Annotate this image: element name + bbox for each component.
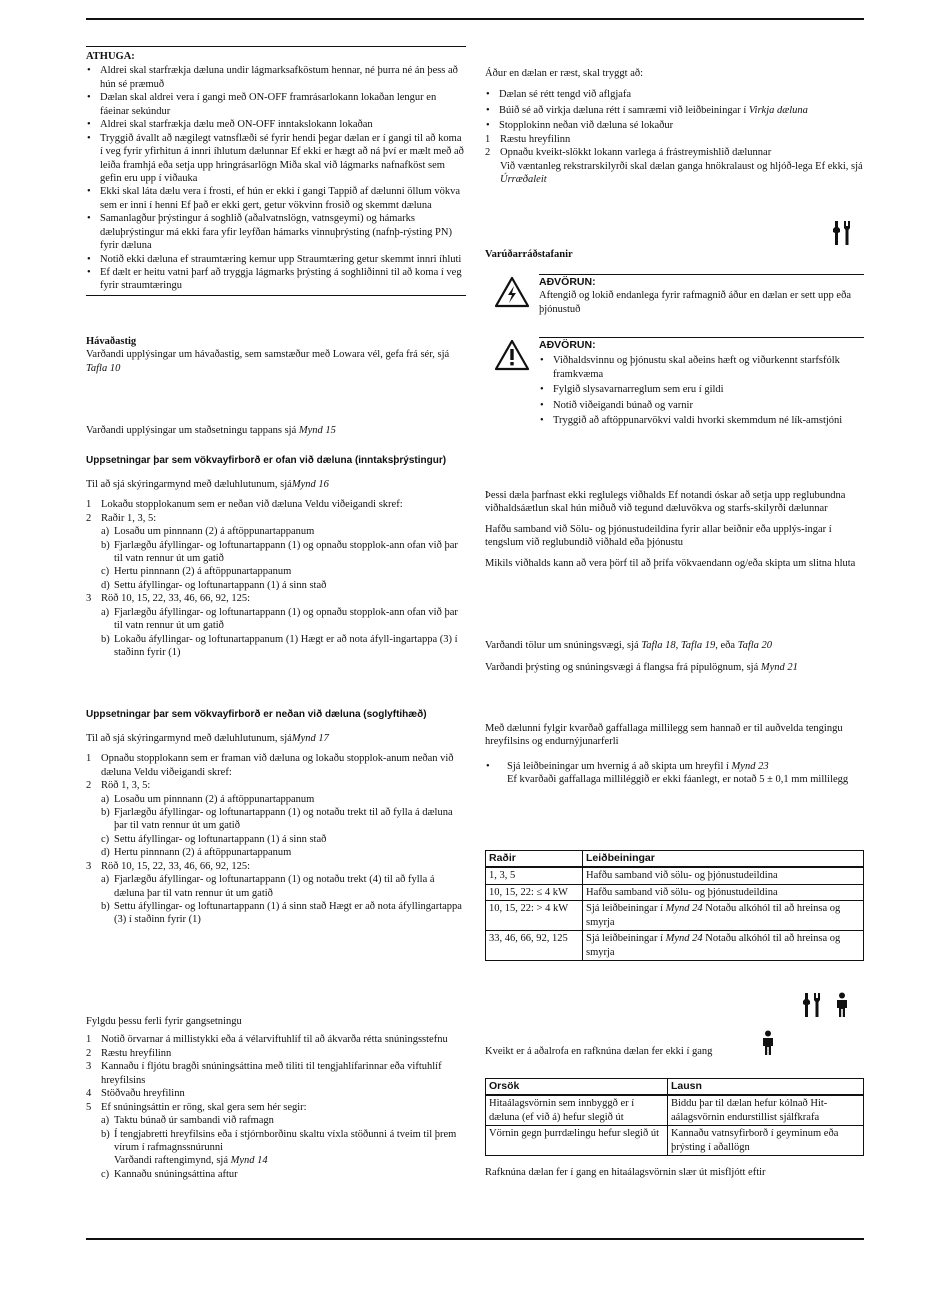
note-list <box>86 64 466 292</box>
troubleshooting-ref[interactable]: Úrræðaleit <box>500 174 547 186</box>
table-cell: Sjá leiðbeiningar í Mynd 24 Notaðu alkóhól til að hreinsa og smyrja <box>583 901 864 931</box>
table-cell: Hitaálagsvörnin sem innbyggð er í dæluna (ef við á) hefur slegið út <box>486 1095 668 1125</box>
noise-title: Hávaðastig <box>86 336 137 347</box>
step-item: 2 Raðir 1, 3, 5: <box>86 512 157 524</box>
step-item: 2 Röð 1, 3, 5: <box>86 780 151 792</box>
inlet-ref[interactable]: Mynd 16 <box>291 478 329 490</box>
sub-step: c) Kannaðu snúningsáttina aftur <box>101 1168 238 1180</box>
list-item: • Notið viðeigandi búnað og varnir <box>539 399 864 412</box>
list-item: • Aldrei skal starfrækja dæluna undir lágmarksafköstum hennar, né þurra né án þess að hún sé præmuð <box>86 64 466 91</box>
step-item: 4 Stöðvaðu hreyfilinn <box>86 1088 185 1100</box>
person-icon <box>761 1030 775 1060</box>
prestart-steps <box>485 133 864 187</box>
sub-step: d) Hertu pinnnann (2) á aftöppunartappanum <box>101 847 292 859</box>
warning-box-electric <box>485 274 864 316</box>
table-cell: Sjá leiðbeiningar í Mynd 24 Notaðu alkóhól til að hreinsa og smyrja <box>583 931 864 961</box>
prestart-bullets <box>485 88 864 132</box>
prestart-intro: Áður en dælan er ræst, skal tryggt að: <box>485 68 644 79</box>
table-cell: Biddu þar til dælan hefur kólnað Hit-aálagsvörnin endurstillist sjálfkrafa <box>668 1095 864 1125</box>
sub-step: c) Settu áfyllingar- og loftunartappann (1) á sinn stað <box>101 833 327 845</box>
warning-title: AÐVÖRUN: <box>539 274 864 289</box>
warning-title: AÐVÖRUN: <box>539 337 864 352</box>
list-item: • Tryggið að aftöppunarvökvi valdi hvorki skemmdum né lík-amstjóni <box>539 414 864 427</box>
warning-list <box>539 354 864 427</box>
suction-steps <box>86 752 466 927</box>
torque-p2: Varðandi þrýsting og snúningsvægi á flangsa frá pípulögnum, sjá Mynd 21 <box>485 662 798 674</box>
table-row <box>486 931 864 961</box>
electric-warning-icon <box>485 274 539 316</box>
startup-steps <box>86 1033 466 1181</box>
table-cell: 33, 46, 66, 92, 125 <box>486 931 583 961</box>
noise-ref[interactable]: Tafla 10 <box>86 362 121 374</box>
top-rule <box>86 18 864 20</box>
shim-list <box>485 760 864 787</box>
torque-ref[interactable]: Tafla 20 <box>737 640 773 651</box>
list-item: • Viðhaldsvinnu og þjónustu skal aðeins hæft og viðurkennt starfsfólk framkvæma <box>539 354 864 381</box>
cause-table <box>485 1078 864 1156</box>
table-cell: 10, 15, 22: > 4 kW <box>486 901 583 931</box>
maintenance-p1: Þessi dæla þarfnast ekki reglulegs viðhalds Ef notandi óskar að setja upp reglubundna viðhaldsáætlun skal hún miðuð við tegund dæluvökva og starfs-skilyrði dælunnar <box>485 490 846 515</box>
startup-section <box>86 1015 466 1181</box>
list-item: • Notið ekki dæluna ef straumtæring kemur upp Straumtæring getur skemmt innri íhluti <box>86 253 466 266</box>
maintenance-section <box>485 489 864 570</box>
suction-ref[interactable]: Mynd 17 <box>291 732 329 744</box>
tools-icon <box>801 992 823 1022</box>
shim-text: Með dælunni fylgir kvarðað gaffallaga millilegg sem hannað er til auðvelda tengingu hreyfilsins og endurnýjunarferli <box>485 723 843 748</box>
wiring-ref-line: Varðandi raftengimynd, sjá Mynd 14 <box>114 1155 268 1167</box>
activate-pump-ref[interactable]: Virkja dæluna <box>748 104 808 116</box>
shim-section <box>485 722 864 787</box>
step-item: 3 Röð 10, 15, 22, 33, 46, 66, 92, 125: <box>86 593 251 605</box>
list-item: • Fylgið slysavarnarreglum sem eru í gildi <box>539 383 864 396</box>
flange-ref[interactable]: Mynd 21 <box>760 662 798 674</box>
sub-step: b) Settu áfyllingar- og loftunartappann (1) á sinn stað Hægt er að nota áfyllingartappa (3) í staðinn fyrir (1) <box>101 901 462 926</box>
figure-ref[interactable]: Mynd 24 <box>665 933 703 945</box>
shim-extra: Ef kvarðaði gaffallaga milliléggið er ekki fáanlegt, er notað 5 ± 0,1 mm millilegg <box>507 774 849 786</box>
table-header: Leiðbeiningar <box>583 851 864 868</box>
warning-box-general <box>485 337 864 428</box>
person-icon <box>835 992 849 1022</box>
note-title: ATHUGA: <box>86 51 135 62</box>
list-item: • Dælan skal aldrei vera í gangi með ON-OFF framrásarlokann lokaðan lengur en fáeinar sekúndur <box>86 91 466 118</box>
table-cell: 10, 15, 22: ≤ 4 kW <box>486 884 583 900</box>
noise-section <box>86 335 466 375</box>
step-item: 3 Kannaðu í fljótu bragði snúningsáttina með tiliti til tengjahlífarinnar eða viftuhlíf hreyfilsins <box>86 1061 442 1086</box>
table-cell: Vörnin gegn þurrdælingu hefur slegið út <box>486 1126 668 1156</box>
list-item: • Dælan sé rétt tengd við aflgjafa <box>485 88 864 101</box>
sub-step: c) Hertu pinnnann (2) á aftöppunartappanum <box>101 566 292 578</box>
note-box <box>86 46 466 296</box>
tools-icon <box>831 220 853 250</box>
step-item: 1 Ræstu hreyfilinn <box>485 133 571 145</box>
suction-title: Uppsetningar þar sem vökvayfirborð er neðan við dæluna (soglyftihæð) <box>86 709 427 720</box>
suction-section <box>86 709 466 927</box>
wiring-ref[interactable]: Mynd 14 <box>230 1155 268 1167</box>
list-item: • Stopplokinn neðan við dæluna sé lokaður <box>485 119 864 132</box>
sub-step: b) Lokaðu áfyllingar- og loftunartappanum (1) Hægt er að nota áfyll-ingartappa (3) í staðinn fyrir (1) <box>101 633 458 659</box>
list-item: • Búið sé að virkja dæluna rétt í samræmi við leiðbeiningar í Virkja dæluna <box>485 104 864 117</box>
maintenance-p2: Hafðu samband við Sölu- og þjónustudeildina fyrir allar beiðnir eða upplýs-ingar í tengslum við reglubundið viðhald eða þjónustu <box>485 523 832 549</box>
sub-step: a) Losaðu um pinnnann (2) á aftöppunartappanum <box>101 526 315 538</box>
sub-step: a) Taktu búnað úr sambandi við rafmagn <box>101 1115 274 1127</box>
sub-step: a) Fjarlægðu áfyllingar- og loftunartappann (1) og notaðu trekt (4) til að fylla á dæluna þar til vatn rennur út um gatið <box>101 874 435 899</box>
step-item: 2 Ræstu hreyfilinn <box>86 1047 172 1059</box>
bottom-rule <box>86 1238 864 1240</box>
inlet-section <box>86 455 466 659</box>
list-item: • Samanlagður þrýstingur á soghlið (aðalvatnslögn, vatnsgeymi) og hámarks dæluþrýstingur má ekki fara yfir leyfðan hámarks vinnuþrýsting (nafnþ-rýsting PN) fyrir dæluna <box>86 212 466 252</box>
suction-intro: Til að sjá skýringarmynd með dæluhlutunum, sjáMynd 17 <box>86 732 329 744</box>
table-header: Orsök <box>486 1079 668 1096</box>
table-cell: 1, 3, 5 <box>486 867 583 884</box>
inlet-title: Uppsetningar þar sem vökvayfirborð er ofan við dæluna (inntaksþrýstingur) <box>86 455 447 466</box>
table-row <box>486 901 864 931</box>
table-cell: Hafðu samband við sölu- og þjónustudeildina <box>583 867 864 884</box>
step-item: 2 Opnaðu kveikt-slökkt lokann varlega á frástreymishlið dælunnar Við væntanleg rekstrarskilyrði skal dælan ganga hnökralaust og hljóð-lega Ef ekki, sjá Úrræðaleit <box>485 147 863 186</box>
list-item: • Sjá leiðbeiningar um hvernig á að skipta um hreyfil í Mynd 23 Ef kvarðaði gaffallaga milliléggið er ekki fáanlegt, er notað 5 ± 0,1 mm millilegg <box>485 760 864 787</box>
inlet-steps <box>86 498 466 659</box>
table-row <box>486 1095 864 1125</box>
torque-section <box>485 639 864 675</box>
table-row <box>486 1126 864 1156</box>
step-item: 1 Lokaðu stopplokanum sem er neðan við dæluna Veldu viðeigandi skref: <box>86 499 403 511</box>
table-row <box>486 867 864 884</box>
maintenance-p3: Mikils viðhalds kann að vera þörf til að þrífa vökvaendann og/eða skipta um slitna hluta <box>485 557 856 569</box>
sub-step: d) Settu áfyllingar- og loftunartappann (1) á sinn stað <box>101 579 327 591</box>
step-item: 1 Notið örvarnar á millistykki eða á vélarviftuhlíf til að ákvarða rétta snúningsstefnu <box>86 1034 448 1046</box>
torque-ref[interactable]: Tafla 19 <box>680 640 716 651</box>
general-warning-icon <box>485 337 539 428</box>
sub-step: a) Fjarlægðu áfyllingar- og loftunartappann (1) og opnaðu stopplok-ann ofan við þar til vatn rennur út um gatið <box>101 606 458 632</box>
step-extra: Við væntanleg rekstrarskilyrði skal dælan ganga hnökralaust og hljóð-lega Ef ekki, sjá Úrræðaleit <box>500 160 863 186</box>
table-header-row <box>486 1079 864 1096</box>
step-item: 3 Röð 10, 15, 22, 33, 46, 66, 92, 125: <box>86 860 251 872</box>
sub-step: b) Í tengjabretti hreyfilsins eða í stjórnborðinu skaltu víxla stöðunni á tveim til þrem vírum í rafmagnssnúrunni Varðandi raftengimynd, sjá Mynd 14 <box>86 1128 466 1168</box>
step-item: 1 Opnaðu stopplokann sem er framan við dæluna og lokaðu stopplok-anum neðan við dæluna Veldu viðeigandi skref: <box>86 753 454 778</box>
series-table <box>485 850 864 961</box>
list-item: • Tryggið ávallt að nægilegt vatnsflæði sé fyrir hendi þegar dælan er í gangi til að koma í veg fyrir yfirhitun á innri íhlutum dælunnar Ef ekki er hægt að ná því er mælt með að leiða framhjá eða setja upp hringrásarlögn Miða skal við lágmarks nafnafköst sem gefin eru upp í viðauka <box>86 132 466 186</box>
table-cell: Hafðu samband við sölu- og þjónustudeildina <box>583 884 864 900</box>
motor-ref[interactable]: Mynd 23 <box>731 760 769 772</box>
sub-step: b) Fjarlægðu áfyllingar- og loftunartappann (1) og notaðu trekt til að fylla á dæluna þar til vatn rennur út um gatið <box>101 806 453 832</box>
noise-text: Varðandi upplýsingar um hávaðastig, sem samstæður með Lowara vél, gefa frá sér, sjá Tafla 10 <box>86 349 450 374</box>
list-item: • Ekki skal láta dælu vera í frosti, ef hún er ekki í gangi Tappið af dælunni öllum vökva sem er inni í henni Ef það er ekki gert, getur vökvinn frosið og skemmt dæluna <box>86 185 466 212</box>
inlet-intro: Til að sjá skýringarmynd með dæluhlutunum, sjáMynd 16 <box>86 478 329 490</box>
list-item: • Aldrei skal starfrækja dælu með ON-OFF inntakslokann lokaðan <box>86 118 466 131</box>
table-cell: Kannaðu vatnsyfirborð í geyminum eða þrýsting í aðallögn <box>668 1126 864 1156</box>
trouble-text-2: Rafknúna dælan fer í gang en hitaálagsvörnin slær út misfljótt eftir <box>485 1167 766 1178</box>
table-row <box>486 884 864 900</box>
prestart-section <box>485 67 864 187</box>
list-item: • Ef dælt er heitu vatni þarf að tryggja lágmarks þrýsting á soghliðinni til að koma í veg fyrir straumtæringu <box>86 266 466 293</box>
sub-step: b) Fjarlægðu áfyllingar- og loftunartappann (1) og opnaðu stopplok-ann ofan við þar til vatn rennur út um gatið <box>101 539 458 564</box>
plug-ref[interactable]: Mynd 15 <box>298 425 336 436</box>
plug-text: Varðandi upplýsingar um staðsetningu tappans sjá Mynd 15 <box>86 425 336 436</box>
sub-step: a) Losaðu um pinnnann (2) á aftöppunartappanum <box>101 793 315 805</box>
torque-p1: Varðandi tölur um snúningsvægi, sjá Tafla 18, Tafla 19, eða Tafla 20 <box>485 640 773 651</box>
torque-ref[interactable]: Tafla 18 <box>641 640 676 651</box>
warning-text: Aftengið og lokið endanlega fyrir rafmagnið áður en dælan er sett upp eða þjónustuð <box>539 290 851 315</box>
step-item: 5 Ef snúningsáttin er röng, skal gera sem hér segir: <box>86 1101 307 1113</box>
precautions-title: Varúðarráðstafanir <box>485 249 573 260</box>
trouble-text: Kveikt er á aðalrofa en rafknúna dælan fer ekki í gang <box>485 1046 713 1057</box>
table-header-row <box>486 851 864 868</box>
table-header: Raðir <box>486 851 583 868</box>
table-header: Lausn <box>668 1079 864 1096</box>
startup-intro: Fylgdu þessu ferli fyrir gangsetningu <box>86 1016 242 1027</box>
figure-ref[interactable]: Mynd 24 <box>665 903 703 915</box>
